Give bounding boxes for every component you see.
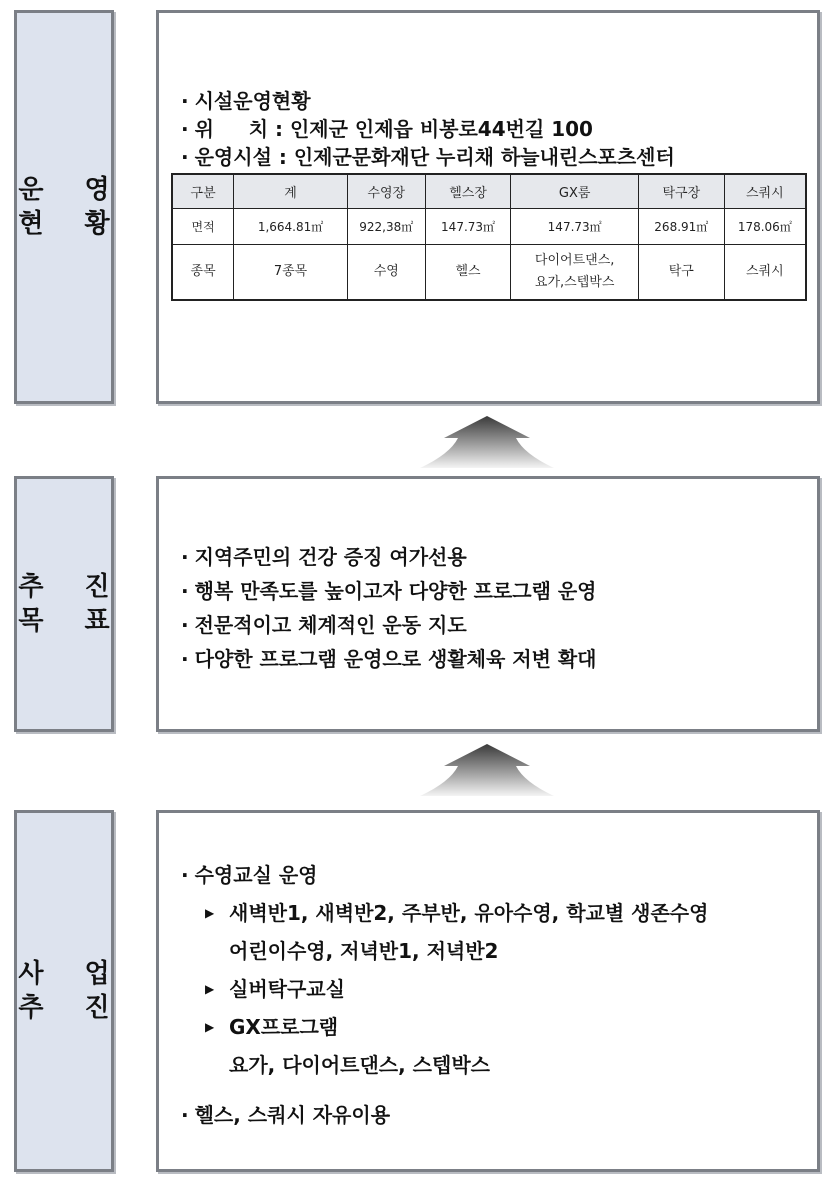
section-label-line: 추 진 [18, 993, 126, 1023]
status-bullet: · 시설운영현황 [181, 89, 311, 113]
goals-content-box [156, 476, 820, 732]
goal-bullet: · 다양한 프로그램 운영으로 생활체육 저변 확대 [181, 647, 597, 671]
goal-bullet: · 전문적이고 체계적인 운동 지도 [181, 613, 467, 637]
bullet-icon: · [181, 647, 189, 671]
business-subitem-continuation: 어린이수영, 저녁반1, 저녁반2 [229, 939, 499, 963]
status-bullet: · 운영시설 : 인제군문화재단 누리채 하늘내린스포츠센터 [181, 145, 675, 169]
table-cell: 147.73㎡ [425, 208, 511, 244]
gx-items-line2: 요가,스텝박스 [534, 274, 615, 290]
section-label-line: 사 업 [18, 959, 126, 989]
bullet-icon: · [181, 863, 189, 887]
table-cell: 7종목 [234, 244, 348, 300]
bullet-icon: · [181, 545, 189, 569]
section-label-line: 현 황 [18, 209, 126, 239]
facility-table [171, 173, 807, 301]
up-arrow-icon [420, 414, 554, 470]
gx-items-line1: 다이어트댄스, [534, 252, 615, 268]
bullet-icon: · [181, 613, 189, 637]
table-cell-gx [511, 244, 639, 300]
bullet-icon: · [181, 579, 189, 603]
bullet-icon: · [181, 117, 189, 141]
bullet-icon: · [181, 89, 189, 113]
section-label-line: 목 표 [18, 606, 126, 636]
section-label-status [14, 10, 126, 404]
triangle-bullet-icon: ▶ [205, 906, 215, 920]
bullet-icon: · [181, 1103, 189, 1127]
table-cell: 178.06㎡ [724, 208, 806, 244]
table-cell: 면적 [172, 208, 234, 244]
table-cell: 922,38㎡ [347, 208, 425, 244]
business-subitem: ▶ 새벽반1, 새벽반2, 주부반, 유아수영, 학교별 생존수영 [205, 901, 709, 925]
up-arrow-icon [420, 742, 554, 798]
table-cell: 헬스 [425, 244, 511, 300]
status-bullet: · 위 치 : 인제군 인제읍 비봉로44번길 100 [181, 117, 593, 141]
business-content-box [156, 810, 820, 1172]
bullet-icon: · [181, 145, 189, 169]
section-label-line: 운 영 [18, 175, 126, 205]
section-label-line: 추 진 [18, 572, 126, 602]
table-cell: 스쿼시 [724, 244, 806, 300]
table-cell: 268.91㎡ [638, 208, 724, 244]
goal-bullet: · 지역주민의 건강 증징 여가선용 [181, 545, 467, 569]
table-header-cell: 수영장 [347, 174, 425, 208]
goal-bullet: · 행복 만족도를 높이고자 다양한 프로그램 운영 [181, 579, 597, 603]
table-cell: 수영 [347, 244, 425, 300]
table-cell: 탁구 [638, 244, 724, 300]
section-label-business [14, 810, 126, 1172]
table-header-cell: 스쿼시 [724, 174, 806, 208]
table-cell: 종목 [172, 244, 234, 300]
table-cell: 1,664.81㎡ [234, 208, 348, 244]
business-subitem: ▶ 실버탁구교실 [205, 977, 345, 1001]
table-header-cell: 헬스장 [425, 174, 511, 208]
business-bullet: · 수영교실 운영 [181, 863, 318, 887]
table-header-cell: GX룸 [511, 174, 639, 208]
triangle-bullet-icon: ▶ [205, 1020, 215, 1034]
section-label-goals [14, 476, 126, 732]
table-header-cell: 탁구장 [638, 174, 724, 208]
triangle-bullet-icon: ▶ [205, 982, 215, 996]
business-subitem-continuation: 요가, 다이어트댄스, 스텝박스 [229, 1053, 490, 1077]
table-header-row [172, 174, 806, 208]
table-row [172, 208, 806, 244]
table-row [172, 244, 806, 300]
table-header-cell: 계 [234, 174, 348, 208]
business-subitem: ▶ GX프로그램 [205, 1015, 339, 1039]
table-cell: 147.73㎡ [511, 208, 639, 244]
table-header-cell: 구분 [172, 174, 234, 208]
business-bullet: · 헬스, 스쿼시 자유이용 [181, 1103, 391, 1127]
status-content-box [156, 10, 820, 404]
